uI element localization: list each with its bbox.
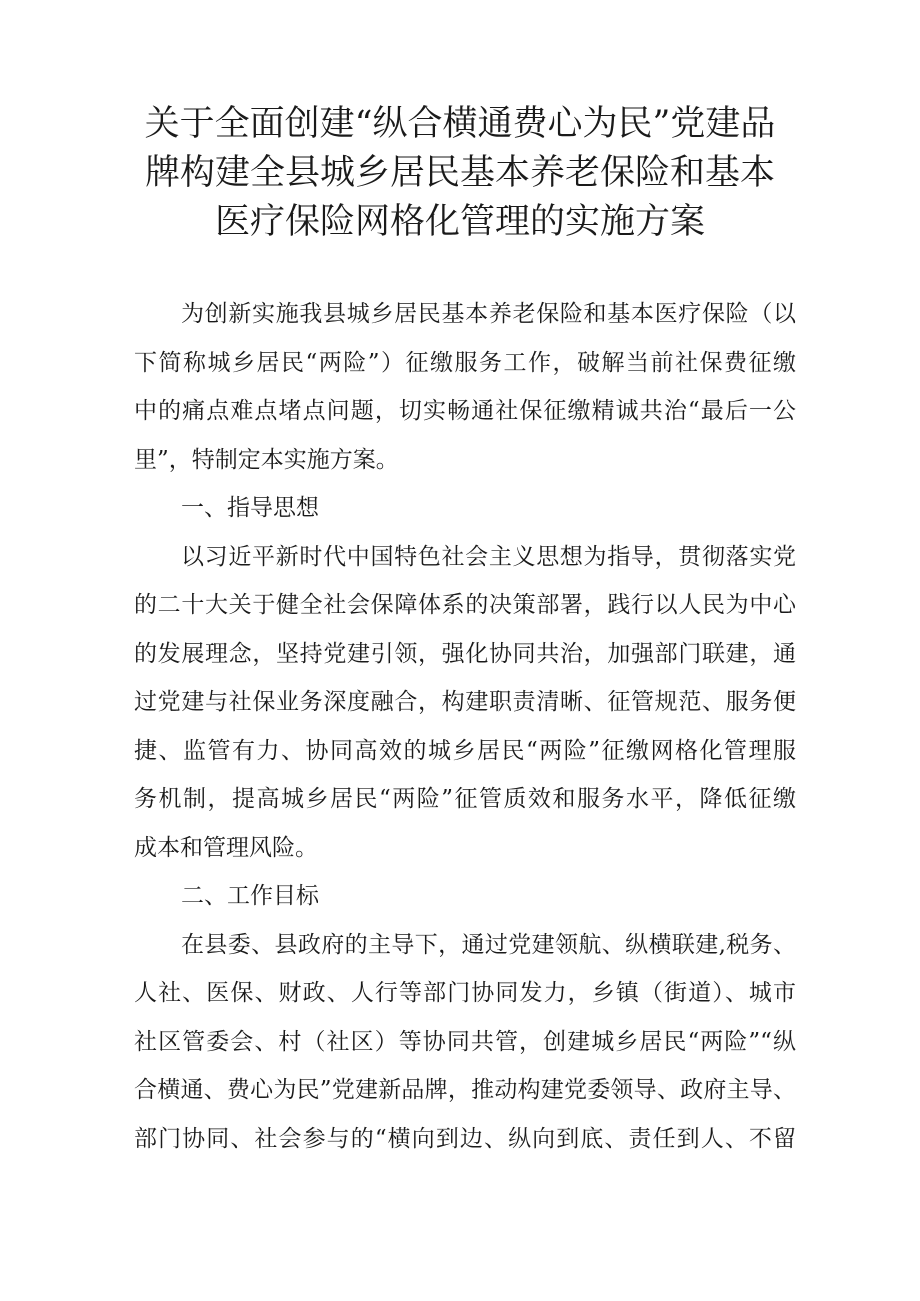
paragraph-line: 社区管委会、村（社区）等协同共管，创建城乡居民“两险”“纵: [134, 1028, 796, 1055]
paragraph-line: 为创新实施我县城乡居民基本养老保险和基本医疗保险（以: [181, 301, 796, 327]
paragraph-line: 务机制，提高城乡居民“两险”征管质效和服务水平，降低征缴: [134, 786, 796, 812]
paragraph-line: 里”，特制定本实施方案。: [134, 446, 399, 473]
paragraph-line: 下简称城乡居民“两险”）征缴服务工作，破解当前社保费征缴: [134, 349, 796, 376]
title-line: 牌构建全县城乡居民基本养老保险和基本: [144, 153, 775, 193]
paragraph-line: 人社、医保、财政、人行等部门协同发力，乡镇（街道）、城市: [134, 980, 796, 1006]
paragraph-line: 成本和管理风险。: [134, 834, 318, 861]
paragraph-line: 合横通、费心为民”党建新品牌，推动构建党委领导、政府主导、: [134, 1077, 796, 1103]
paragraph-line: 以习近平新时代中国特色社会主义思想为指导，贯彻落实党: [181, 543, 796, 570]
paragraph-line: 部门协同、社会参与的“横向到边、纵向到底、责任到人、不留: [134, 1125, 796, 1152]
section-heading: 二、工作目标: [181, 883, 319, 909]
document-body: [134, 290, 796, 1163]
title-line: 关于全面创建“纵合横通费心为民”党建品: [144, 104, 776, 144]
paragraph-line: 在县委、县政府的主导下，通过党建领航、纵横联建,税务、: [181, 931, 796, 958]
paragraph-line: 的发展理念，坚持党建引领，强化协同共治，加强部门联建，通: [134, 640, 796, 667]
paragraph-line: 捷、监管有力、协同高效的城乡居民“两险”征缴网格化管理服: [134, 737, 796, 764]
paragraph-line: 的二十大关于健全社会保障体系的决策部署，践行以人民为中心: [134, 592, 796, 618]
document-title: [110, 100, 810, 247]
paragraph-line: 过党建与社保业务深度融合，构建职责清晰、征管规范、服务便: [134, 689, 796, 715]
title-line: 医疗保险网格化管理的实施方案: [214, 202, 705, 242]
paragraph-line: 中的痛点难点堵点问题，切实畅通社保征缴精诚共治“最后一公: [134, 398, 796, 424]
section-heading: 一、指导思想: [181, 495, 319, 521]
